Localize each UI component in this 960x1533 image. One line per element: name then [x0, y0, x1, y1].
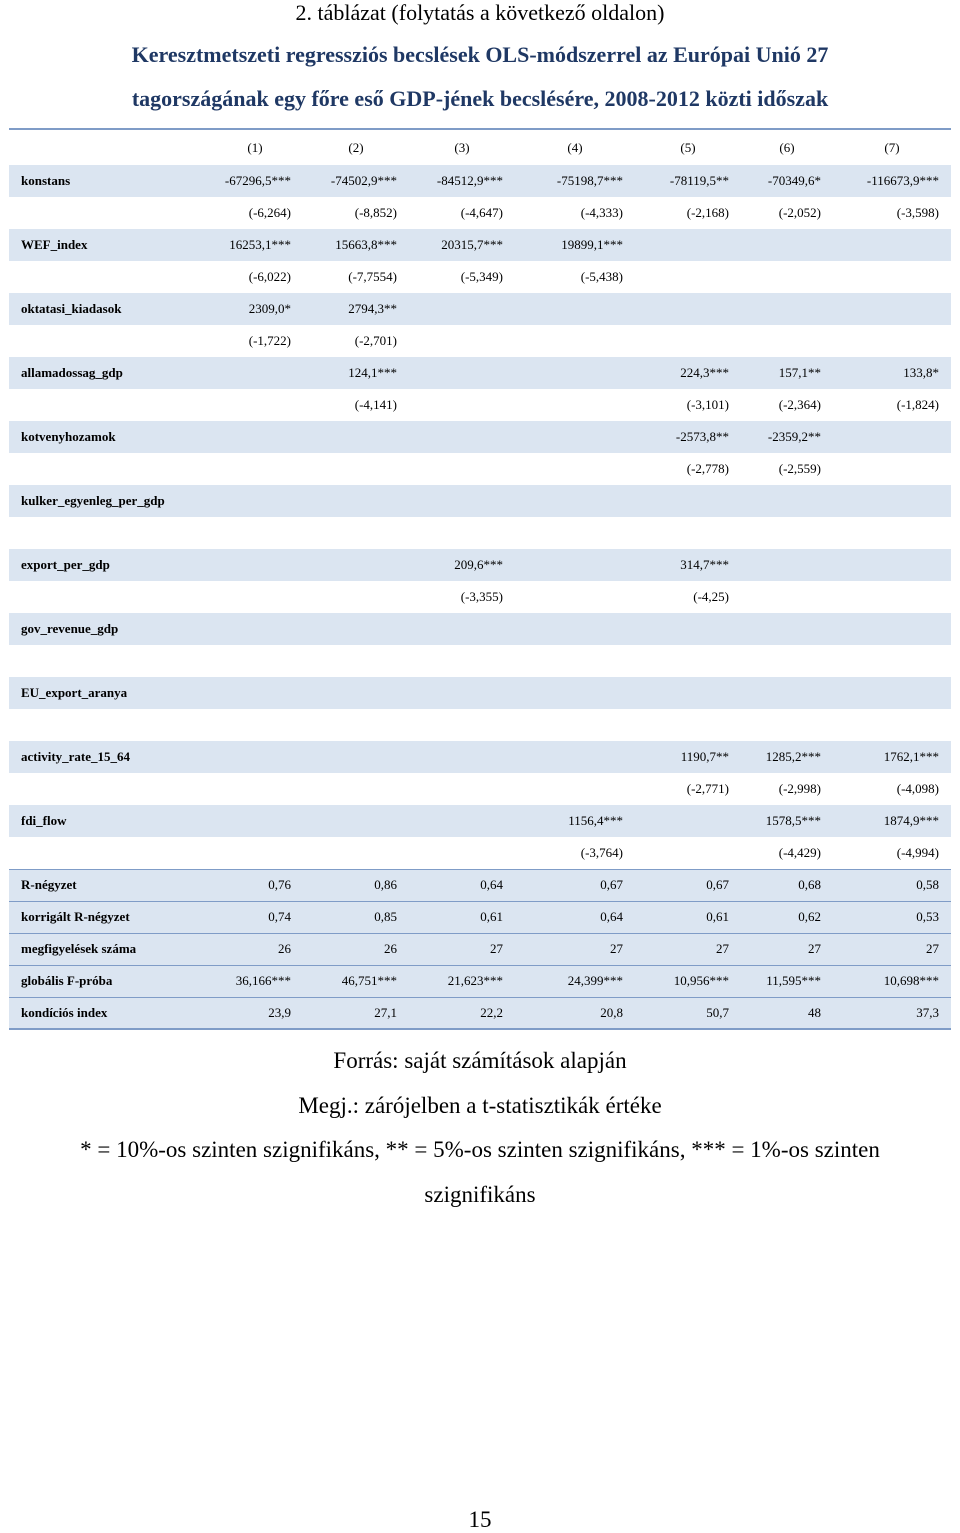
t-statistic-row [9, 325, 951, 357]
coefficient-cell: 1285,2*** [765, 749, 821, 764]
t-statistic-row [9, 453, 951, 485]
t-statistic-cell: (-4,333) [580, 205, 623, 220]
t-statistic-cell [515, 453, 635, 485]
variable-label [9, 581, 207, 613]
variable-label [9, 389, 207, 421]
t-statistic-cell [635, 837, 741, 869]
coefficient-cell [515, 613, 635, 645]
t-statistic-cell [741, 645, 833, 677]
t-statistic-cell [635, 709, 741, 741]
variable-label [9, 709, 207, 741]
statistic-cell: 0,53 [833, 901, 951, 933]
statistic-label: korrigált R-négyzet [9, 901, 207, 933]
statistic-cell: 11,595*** [741, 965, 833, 997]
table-title-line-1: Keresztmetszeti regressziós becslések OLS-módszerrel az Európai Unió 27 [131, 42, 829, 67]
t-statistic-cell [515, 389, 635, 421]
coefficient-cell: 1762,1*** [883, 749, 939, 764]
coefficient-cell [515, 485, 635, 517]
t-statistic-cell [833, 709, 951, 741]
t-statistic-cell [409, 709, 515, 741]
t-statistic-cell: (-4,994) [896, 844, 939, 860]
statistic-cell: 0,64 [515, 901, 635, 933]
t-statistic-row [9, 197, 951, 229]
statistic-row [9, 965, 951, 997]
coefficient-cell: -84512,9*** [436, 173, 503, 188]
coefficient-cell: 1578,5*** [765, 813, 821, 828]
statistic-label: globális F-próba [9, 965, 207, 997]
page-number: 15 [468, 1507, 492, 1532]
t-statistic-cell: (-1,722) [248, 333, 291, 348]
statistic-cell: 27 [741, 933, 833, 965]
significance-note-line-2: szignifikáns [424, 1182, 536, 1207]
t-statistic-cell [303, 453, 409, 485]
statistic-cell: 22,2 [409, 997, 515, 1029]
coefficient-cell [833, 485, 951, 517]
t-statistic-cell [741, 709, 833, 741]
t-statistic-cell [303, 773, 409, 805]
t-statistic-cell: (-5,349) [460, 269, 503, 284]
statistic-cell: 0,76 [207, 869, 303, 901]
coefficient-cell [303, 485, 409, 517]
coefficient-cell [833, 421, 951, 453]
t-statistic-cell [515, 581, 635, 613]
coefficient-row [9, 805, 951, 837]
t-statistic-cell [741, 261, 833, 293]
coefficient-cell: 1874,9*** [883, 813, 939, 828]
coefficient-row [9, 165, 951, 197]
t-statistic-cell: (-4,098) [896, 781, 939, 796]
variable-label: kulker_egyenleg_per_gdp [21, 493, 165, 508]
t-statistic-row [9, 709, 951, 741]
t-statistic-cell [635, 517, 741, 549]
t-statistic-cell [207, 773, 303, 805]
coefficient-cell [741, 549, 833, 581]
regression-table [9, 128, 951, 1030]
coefficient-cell: 209,6*** [454, 557, 503, 572]
variable-label [9, 325, 207, 357]
t-statistic-cell: (-2,559) [778, 461, 821, 476]
significance-note-line-1: * = 10%-os szinten szignifikáns, ** = 5%-os szinten szignifikáns, *** = 1%-os szinten [80, 1137, 880, 1162]
coefficient-cell [207, 549, 303, 581]
coefficient-cell: -75198,7*** [556, 173, 623, 188]
coefficient-cell: -2359,2** [767, 429, 821, 444]
coefficient-cell [207, 357, 303, 389]
coefficient-cell [303, 805, 409, 837]
statistic-cell: 0,58 [833, 869, 951, 901]
statistic-cell: 37,3 [833, 997, 951, 1029]
variable-label: kotvenyhozamok [21, 429, 116, 444]
column-header: (4) [567, 139, 583, 155]
t-statistic-row [9, 581, 951, 613]
coefficient-cell [635, 229, 741, 261]
t-statistic-cell: (-3,101) [686, 397, 729, 412]
t-statistic-cell [207, 645, 303, 677]
coefficient-cell: 133,8* [903, 365, 939, 380]
coefficient-cell [635, 677, 741, 709]
t-statistic-cell [833, 645, 951, 677]
variable-label [9, 773, 207, 805]
coefficient-cell [409, 293, 515, 325]
coefficient-cell [515, 421, 635, 453]
t-statistic-cell: (-1,824) [896, 397, 939, 412]
t-statistic-cell [409, 517, 515, 549]
t-statistic-cell: (-6,022) [248, 269, 291, 284]
variable-label [9, 197, 207, 229]
coefficient-cell [515, 293, 635, 325]
statistic-cell: 10,698*** [833, 965, 951, 997]
statistic-cell: 0,67 [515, 869, 635, 901]
t-statistic-cell: (-2,778) [686, 461, 729, 476]
statistic-row [9, 901, 951, 933]
variable-label: konstans [21, 173, 71, 188]
coefficient-cell [207, 741, 303, 773]
t-statistic-cell [515, 645, 635, 677]
t-statistic-cell: (-4,141) [354, 397, 397, 412]
statistic-label: R-négyzet [9, 869, 207, 901]
statistic-cell: 10,956*** [635, 965, 741, 997]
coefficient-cell [741, 677, 833, 709]
coefficient-cell: -70349,6* [767, 173, 821, 188]
statistic-cell: 48 [741, 997, 833, 1029]
statistic-row [9, 869, 951, 901]
table-title-line-2: tagországának egy főre eső GDP-jének becslésére, 2008-2012 közti időszak [131, 86, 829, 111]
t-statistic-cell [833, 261, 951, 293]
coefficient-cell [635, 805, 741, 837]
coefficient-cell [207, 805, 303, 837]
coefficient-cell [515, 677, 635, 709]
column-header: (1) [247, 139, 263, 155]
coefficient-cell [303, 549, 409, 581]
statistic-cell: 46,751*** [303, 965, 409, 997]
statistic-cell: 0,61 [635, 901, 741, 933]
coefficient-cell: 157,1** [778, 365, 821, 380]
t-statistic-cell [635, 325, 741, 357]
variable-label: WEF_index [21, 237, 88, 252]
t-statistic-row [9, 837, 951, 869]
coefficient-cell [409, 741, 515, 773]
coefficient-row [9, 485, 951, 517]
coefficient-cell [207, 421, 303, 453]
coefficient-cell: -116673,9*** [866, 173, 939, 188]
coefficient-cell: -67296,5*** [224, 173, 291, 188]
t-statistic-cell [833, 453, 951, 485]
t-statistic-cell: (-4,25) [693, 589, 729, 604]
coefficient-cell: 314,7*** [680, 557, 729, 572]
statistic-cell: 0,86 [303, 869, 409, 901]
t-statistic-cell [207, 517, 303, 549]
coefficient-cell: 2309,0* [248, 301, 291, 316]
statistic-cell: 0,64 [409, 869, 515, 901]
statistic-cell: 50,7 [635, 997, 741, 1029]
t-statistic-cell: (-4,647) [460, 205, 503, 220]
coefficient-cell [741, 229, 833, 261]
statistic-cell: 27 [635, 933, 741, 965]
coefficient-cell [207, 613, 303, 645]
coefficient-row [9, 613, 951, 645]
coefficient-cell [207, 677, 303, 709]
statistic-cell: 23,9 [207, 997, 303, 1029]
statistic-cell: 36,166*** [207, 965, 303, 997]
t-statistic-cell: (-2,364) [778, 397, 821, 412]
statistic-label: megfigyelések száma [9, 933, 207, 965]
statistic-cell: 0,67 [635, 869, 741, 901]
t-statistic-cell [409, 773, 515, 805]
coefficient-row [9, 293, 951, 325]
t-statistic-cell [515, 325, 635, 357]
column-header: (3) [454, 139, 470, 155]
t-statistic-cell [515, 517, 635, 549]
coefficient-cell [303, 741, 409, 773]
coefficient-cell: 2794,3** [348, 301, 397, 316]
coefficient-cell [409, 485, 515, 517]
t-statistic-cell: (-3,355) [460, 589, 503, 604]
statistic-cell: 0,85 [303, 901, 409, 933]
variable-label: activity_rate_15_64 [21, 749, 131, 764]
variable-label: oktatasi_kiadasok [21, 301, 122, 316]
statistic-cell: 24,399*** [515, 965, 635, 997]
t-statistic-cell: (-2,701) [354, 333, 397, 348]
column-header: (5) [680, 139, 696, 155]
t-statistic-cell [409, 453, 515, 485]
statistic-cell: 27 [833, 933, 951, 965]
t-statistic-cell [207, 709, 303, 741]
coefficient-cell: 16253,1*** [229, 237, 291, 252]
t-statistic-cell: (-2,052) [778, 205, 821, 220]
t-statistic-cell [409, 837, 515, 869]
coefficient-row [9, 741, 951, 773]
coefficient-cell: -78119,5** [669, 173, 729, 188]
coefficient-cell [409, 357, 515, 389]
t-statistic-cell [409, 389, 515, 421]
coefficient-cell [515, 549, 635, 581]
coefficient-cell [833, 229, 951, 261]
t-statistic-row [9, 517, 951, 549]
coefficient-cell [303, 421, 409, 453]
coefficient-cell [833, 549, 951, 581]
t-statistic-row [9, 389, 951, 421]
t-statistic-cell [409, 325, 515, 357]
statistic-row [9, 997, 951, 1029]
t-statistic-cell [207, 389, 303, 421]
t-statistic-cell [207, 581, 303, 613]
coefficient-cell [303, 677, 409, 709]
coefficient-cell: 19899,1*** [561, 237, 623, 252]
statistic-cell: 26 [303, 933, 409, 965]
t-statistic-cell [741, 517, 833, 549]
t-statistic-cell [409, 645, 515, 677]
t-statistic-cell [207, 453, 303, 485]
statistic-cell: 20,8 [515, 997, 635, 1029]
variable-label: EU_export_aranya [21, 685, 128, 700]
coefficient-cell: 1190,7** [680, 749, 729, 764]
coefficient-cell: 20315,7*** [441, 237, 503, 252]
column-header: (6) [779, 139, 795, 155]
coefficient-row [9, 421, 951, 453]
t-statistic-cell: (-8,852) [354, 205, 397, 220]
coefficient-cell [635, 613, 741, 645]
statistic-cell: 27 [409, 933, 515, 965]
coefficient-row [9, 357, 951, 389]
variable-label: fdi_flow [21, 813, 67, 828]
remark-note: Megj.: zárójelben a t-statisztikák értéke [298, 1093, 662, 1118]
coefficient-cell [635, 485, 741, 517]
coefficient-cell [409, 805, 515, 837]
statistic-label: kondíciós index [9, 997, 207, 1029]
t-statistic-cell: (-3,598) [896, 205, 939, 220]
t-statistic-cell [741, 325, 833, 357]
t-statistic-cell: (-3,764) [580, 844, 623, 860]
t-statistic-cell [303, 645, 409, 677]
coefficient-cell [409, 421, 515, 453]
t-statistic-cell: (-2,168) [686, 205, 729, 220]
table-number-caption: 2. táblázat (folytatás a következő oldalon) [295, 0, 665, 25]
statistic-cell: 0,74 [207, 901, 303, 933]
coefficient-cell [409, 677, 515, 709]
t-statistic-row [9, 773, 951, 805]
t-statistic-row [9, 645, 951, 677]
statistic-cell: 0,62 [741, 901, 833, 933]
coefficient-cell [303, 613, 409, 645]
coefficient-cell [409, 613, 515, 645]
coefficient-cell [741, 485, 833, 517]
column-header: (2) [348, 139, 364, 155]
variable-label: gov_revenue_gdp [21, 621, 119, 636]
coefficient-cell: -74502,9*** [330, 173, 397, 188]
statistic-cell: 27 [515, 933, 635, 965]
coefficient-row [9, 229, 951, 261]
coefficient-cell: 1156,4*** [568, 813, 623, 828]
coefficient-cell [515, 741, 635, 773]
statistic-cell: 26 [207, 933, 303, 965]
t-statistic-cell [303, 581, 409, 613]
table-header-row [9, 129, 951, 165]
t-statistic-cell [303, 709, 409, 741]
t-statistic-cell [515, 773, 635, 805]
coefficient-cell [515, 357, 635, 389]
t-statistic-cell [833, 517, 951, 549]
coefficient-cell [741, 613, 833, 645]
statistic-cell: 21,623*** [409, 965, 515, 997]
variable-label [9, 645, 207, 677]
coefficient-cell [833, 613, 951, 645]
coefficient-cell [833, 293, 951, 325]
coefficient-cell: 124,1*** [348, 365, 397, 380]
t-statistic-row [9, 261, 951, 293]
t-statistic-cell [515, 709, 635, 741]
variable-label [9, 261, 207, 293]
t-statistic-cell [635, 645, 741, 677]
coefficient-cell [635, 293, 741, 325]
coefficient-cell [833, 677, 951, 709]
header-corner-cell [9, 129, 207, 165]
coefficient-cell: 15663,8*** [335, 237, 397, 252]
coefficient-cell: 224,3*** [680, 365, 729, 380]
variable-label [9, 837, 207, 869]
variable-label [9, 517, 207, 549]
t-statistic-cell: (-4,429) [778, 844, 821, 860]
coefficient-cell: -2573,8** [675, 429, 729, 444]
t-statistic-cell [303, 837, 409, 869]
variable-label: allamadossag_gdp [21, 365, 123, 380]
t-statistic-cell: (-2,998) [778, 781, 821, 796]
statistic-cell: 27,1 [303, 997, 409, 1029]
t-statistic-cell: (-5,438) [580, 269, 623, 284]
coefficient-cell [207, 485, 303, 517]
statistic-cell: 0,61 [409, 901, 515, 933]
coefficient-row [9, 549, 951, 581]
statistic-cell: 0,68 [741, 869, 833, 901]
t-statistic-cell [635, 261, 741, 293]
coefficient-cell [741, 293, 833, 325]
variable-label: export_per_gdp [21, 557, 110, 572]
t-statistic-cell [303, 517, 409, 549]
t-statistic-cell [741, 581, 833, 613]
t-statistic-cell: (-6,264) [248, 205, 291, 220]
statistic-row [9, 933, 951, 965]
t-statistic-cell [833, 581, 951, 613]
t-statistic-cell [833, 325, 951, 357]
column-header: (7) [884, 139, 900, 155]
t-statistic-cell: (-2,771) [686, 781, 729, 796]
t-statistic-cell [207, 837, 303, 869]
variable-label [9, 453, 207, 485]
coefficient-row [9, 677, 951, 709]
t-statistic-cell: (-7,7554) [348, 269, 397, 284]
source-note: Forrás: saját számítások alapján [333, 1048, 627, 1073]
